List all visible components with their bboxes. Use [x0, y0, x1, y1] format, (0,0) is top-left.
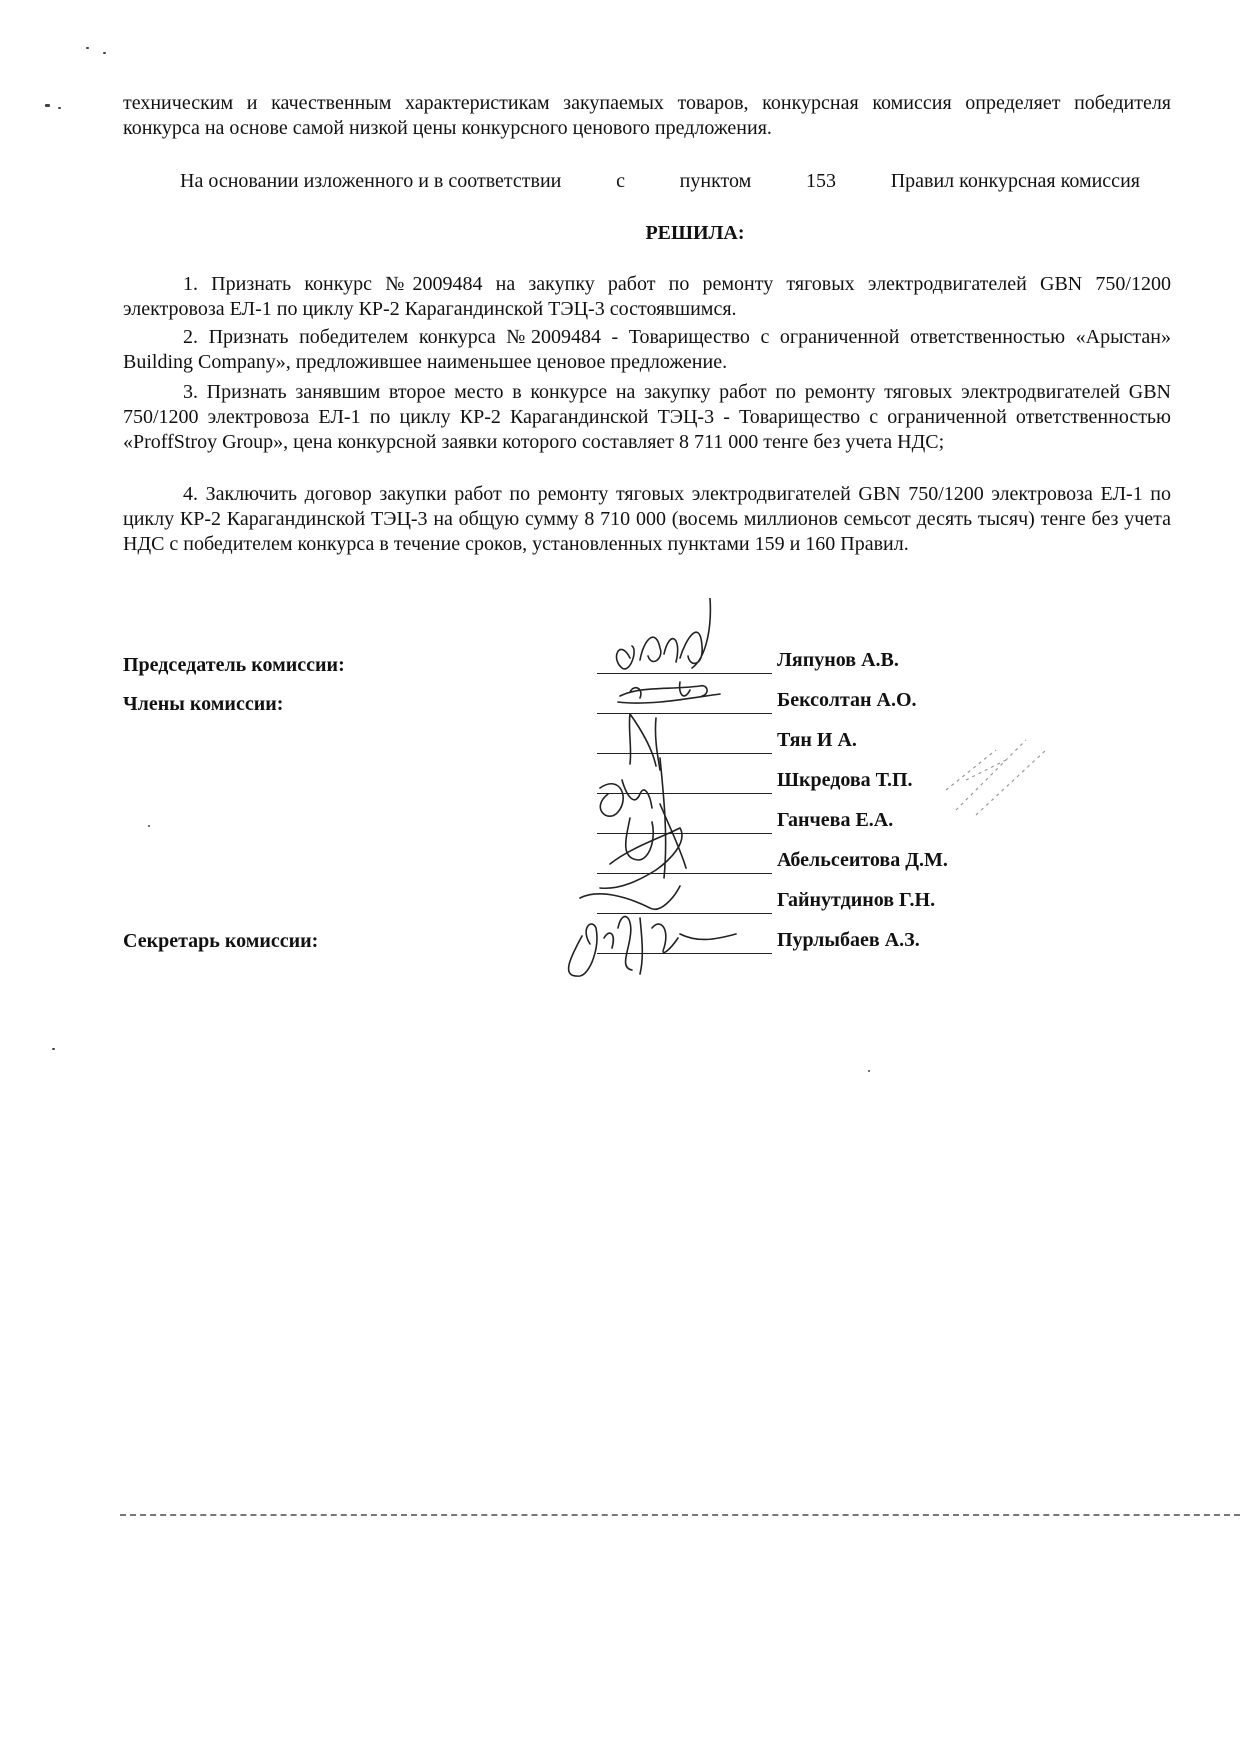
basis-text-4: 153 [805, 170, 836, 192]
basis-text-5: Правил конкурсная комиссия [890, 170, 1140, 192]
decision-item-1: 1. Признать конкурс №2009484 на закупку работ по ремонту тяговых электродвигателей GBN 750/1200 электровоза ЕЛ-1 по циклу КР-2 Карагандинской ТЭЦ-3 состоявшимся. [123, 273, 1171, 320]
signature-row [597, 728, 1157, 756]
decision-heading: РЕШИЛА: [645, 222, 745, 244]
signatory-name: Гайнутдинов Г.Н. [777, 889, 936, 911]
secretary-label: Секретарь комиссии: [123, 930, 319, 952]
basis-text-2: с [616, 170, 625, 192]
dashed-separator [120, 1514, 1240, 1516]
signature-row [597, 888, 1157, 916]
signatory-name: Бексолтан А.О. [777, 689, 917, 711]
basis-text-1: На основании изложенного и в соответствии [180, 170, 562, 192]
signature-row [597, 928, 1157, 956]
scan-speck [45, 104, 50, 107]
basis-text-3: пунктом [679, 170, 752, 192]
signature-line [597, 873, 772, 874]
decision-item-4: 4. Заключить договор закупки работ по ремонту тяговых электродвигателей GBN 750/1200 электровоза ЕЛ-1 по циклу КР-2 Карагандинской ТЭЦ-3 на общую сумму 8 710 000 (восемь миллионов семьсот десять тысяч) тенге без учета НДС с победителем конкурса в течение сроков, установленных пунктами 159 и 160 Правил. [123, 483, 1171, 555]
signature-line [597, 713, 772, 714]
members-label: Члены комиссии: [123, 693, 284, 715]
signature-line [597, 793, 772, 794]
scan-speck [868, 1070, 870, 1072]
chair-label: Председатель комиссии: [123, 654, 345, 676]
signature-line [597, 913, 772, 914]
signature-row [597, 768, 1157, 796]
signature-row [597, 648, 1157, 676]
scan-speck [86, 47, 89, 49]
signatory-name: Ляпунов А.В. [777, 649, 899, 671]
decision-item-3: 3. Признать занявшим второе место в конкурсе на закупку работ по ремонту тяговых электродвигателей GBN 750/1200 электровоза ЕЛ-1 по циклу КР-2 Карагандинской ТЭЦ-3 - Товарищество с ограниченной ответственностью «ProffStroy Group», цена конкурсной заявки которого составляет 8 711 000 тенге без учета НДС; [123, 381, 1171, 453]
signature-line [597, 833, 772, 834]
scan-speck [58, 107, 61, 109]
scan-speck [103, 52, 106, 54]
signature-line [597, 953, 772, 954]
signature-row [597, 688, 1157, 716]
scan-speck [52, 1048, 55, 1050]
signatory-name: Шкредова Т.П. [777, 769, 913, 791]
decision-item-2: 2. Признать победителем конкурса №2009484 - Товарищество с ограниченной ответственностью «Арыстан» Building Company», предложившее наименьшее ценовое предложение. [123, 326, 1171, 373]
signatory-name: Пурлыбаев А.З. [777, 929, 920, 951]
scan-speck [148, 825, 150, 827]
signatory-name: Тян И А. [777, 729, 857, 751]
basis-line [180, 169, 1140, 194]
signature-row [597, 848, 1157, 876]
signature-row [597, 808, 1157, 836]
signatory-name: Ганчева Е.А. [777, 809, 894, 831]
signatory-name: Абельсеитова Д.М. [777, 849, 948, 871]
signature-line [597, 753, 772, 754]
signature-line [597, 673, 772, 674]
intro-paragraph: техническим и качественным характеристикам закупаемых товаров, конкурсная комиссия определяет победителя конкурса на основе самой низкой цены конкурсного ценового предложения. [123, 92, 1171, 139]
